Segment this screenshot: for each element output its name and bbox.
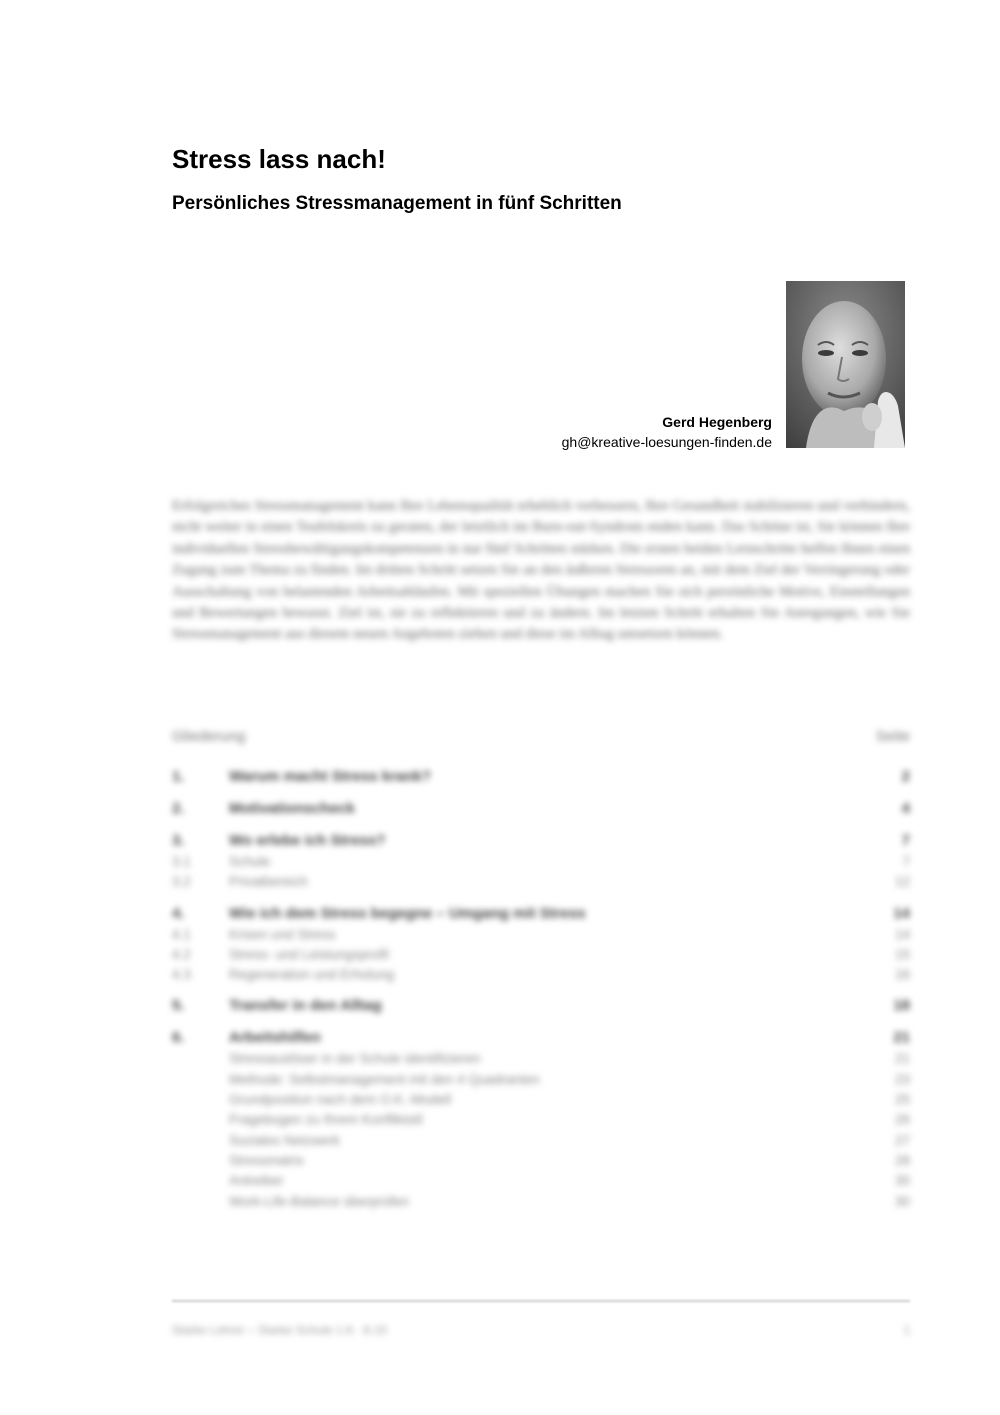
abstract-text: Erfolgreiches Stressmanagement kann Ihre Lebensqualität erheblich verbessern, Ihre Gesundheit stabilisieren und verhindern, nicht weiter in einen Teufelskreis zu geraten, der letztlich im Burn-out-Syndrom enden kann. Das Schöne ist, Sie können Ihre individuellen Stressbewältigungskompetenzen in nur fünf Schritten stärken. Die ersten beiden Lernschritte helfen Ihnen einen Zugang zum Thema zu finden. Im dritten Schritt setzen Sie an den äußeren Stressoren an, mit dem Ziel der Verringerung oder Ausschaltung von belastenden Arbeitsabläufen. Mit speziellen Übungen machen Sie sich persönliche Motive, Einstellungen und Bewertungen bewusst. Ziel ist, sie zu reflektieren und zu ändern. Im letzten Schritt erhalten Sie Anregungen, wie Sie Stressmanagement aus diesem neuen Angeboten ziehen und diese im Alltag umsetzen können. [172,498,910,643]
toc-label: Fragebogen zu Ihrem Konfliktstil [229,1112,423,1128]
toc-num: 3.2 [172,874,191,890]
document-subtitle: Persönliches Stressmanagement in fünf Schritten [172,193,622,214]
toc-label: Methode: Selbstmanagement mit den 4 Quadranten [229,1071,540,1087]
toc-subsection-row [172,852,910,872]
toc-subsection-row [172,945,910,965]
author-photo [786,281,905,448]
toc-header-label: Gliederung [172,728,246,745]
author-name: Gerd Hegenberg [662,414,772,430]
toc-page: 16 [894,967,910,983]
toc-entries [172,766,910,1212]
toc-page: 12 [894,874,910,890]
toc-subsection-row [172,925,910,945]
toc-chapter [172,995,910,1017]
toc-subsection-row [172,1171,910,1191]
toc-page: 21 [893,1029,910,1047]
toc-subsection-row [172,1070,910,1090]
toc-subsection-row [172,1110,910,1130]
author-email: gh@kreative-loesungen-finden.de [561,434,772,450]
document-title: Stress lass nach! [172,144,386,174]
toc-chapter-row [172,995,910,1017]
page-footer [172,1323,910,1337]
author-portrait-icon [786,281,905,448]
toc-chapter [172,798,910,820]
toc-page: 18 [893,997,910,1015]
toc-page: 7 [901,832,910,849]
toc-chapter [172,830,910,893]
toc-page: 4 [901,800,910,817]
toc-label: Soziales Netzwerk [229,1132,341,1148]
toc-num: 5. [172,997,185,1015]
toc-label: Motivationscheck [229,800,355,817]
toc-chapter-row [172,798,910,820]
toc-page: 27 [894,1132,910,1148]
toc-label: Stressmatrix [229,1152,305,1168]
toc-label: Grundposition nach dem O.K.-Modell [229,1092,452,1108]
toc-num: 4.1 [172,926,191,942]
toc-label: Wo erlebe ich Stress? [229,832,386,849]
toc-num: 2. [172,800,185,817]
toc-label: Stressauslöser in der Schule identifizieren [229,1051,481,1067]
toc-label: Regeneration und Erholung [229,967,395,983]
toc-header-page: Seite [875,728,910,745]
toc-subsection-row [172,1151,910,1171]
toc-page: 7 [902,854,910,869]
toc-num: 4.2 [172,946,191,962]
toc-num: 1. [172,768,185,785]
footer-divider [172,1300,910,1302]
toc-page: 14 [893,904,910,922]
toc-header [172,728,910,752]
footer-page-number: 1 [903,1323,910,1337]
toc-page: 30 [894,1193,910,1209]
footer-source: Starke Lehrer – Starke Schule 1.6 · 8.10 [172,1323,387,1337]
toc-chapter [172,1027,910,1211]
toc-num: 6. [172,1029,185,1047]
toc-chapter-row [172,903,910,925]
toc-label: Wie ich dem Stress begegne – Umgang mit Stress [229,904,586,922]
toc-chapter-row [172,830,910,852]
toc-chapter-row [172,766,910,788]
toc-label: Krisen und Stress [229,926,336,942]
toc-page: 30 [894,1173,910,1189]
toc-label: Arbeitshilfen [229,1029,321,1047]
toc-chapter-row [172,1027,910,1049]
toc-page: 26 [894,1112,910,1128]
toc-page: 21 [894,1051,910,1067]
toc-chapter [172,903,910,986]
toc-subsection-row [172,965,910,985]
toc-subsection-row [172,1192,910,1212]
table-of-contents [172,728,910,1222]
toc-label: Warum macht Stress krank? [229,768,432,785]
toc-chapter [172,766,910,788]
toc-num: 4.3 [172,967,191,983]
toc-label: Stress- und Leistungsprofil [229,946,389,962]
toc-page: 2 [901,768,910,785]
toc-subsection-row [172,872,910,892]
toc-label: Schule [229,854,271,869]
toc-page: 23 [894,1071,910,1087]
author-block [562,412,772,452]
toc-subsection-row [172,1131,910,1151]
toc-subsection-row [172,1049,910,1069]
toc-num: 4. [172,904,185,922]
toc-subsection-row [172,1090,910,1110]
toc-page: 25 [894,1092,910,1108]
toc-page: 14 [894,926,910,942]
toc-label: Privatbereich [229,874,308,890]
toc-label: Transfer in den Alltag [229,997,382,1015]
toc-label: Antreiber [229,1173,284,1189]
toc-page: 28 [894,1152,910,1168]
toc-num: 3.1 [172,854,191,869]
toc-page: 15 [894,946,910,962]
toc-label: Work-Life-Balance überprüfen [229,1193,409,1209]
toc-num: 3. [172,832,185,849]
